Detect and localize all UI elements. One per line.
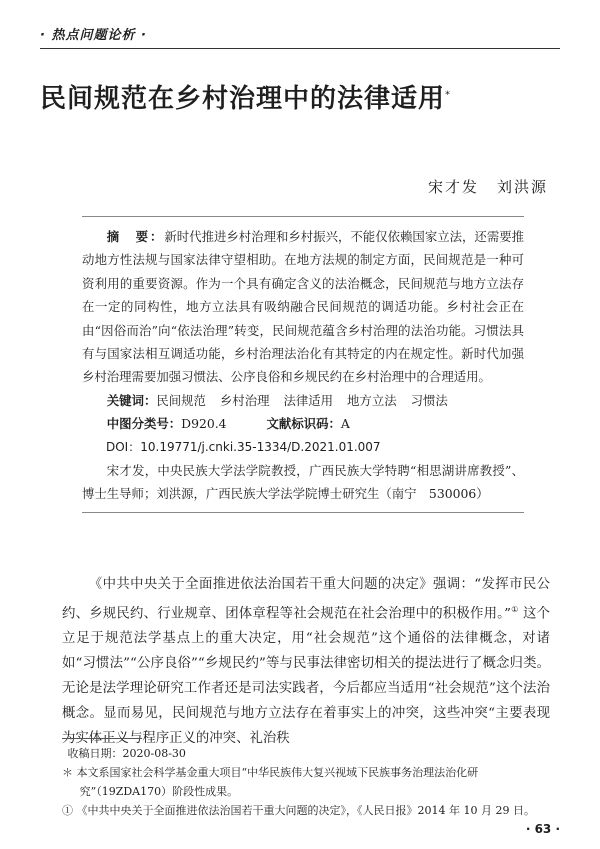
footnote-ref-1: ① <box>510 605 519 614</box>
doi-label: DOI： <box>106 439 141 454</box>
article-title-text: 民间规范在乡村治理中的法律适用 <box>40 84 446 114</box>
authors <box>428 176 548 197</box>
abstract-text: 新时代推进乡村治理和乡村振兴，不能仅依赖国家立法，还需要推动地方性法规与国家法律守望相助。在地方法规的制定方面，民间规范是一种可资利用的重要资源。作为一个具有确定含义的法治概念，民间规范与地方立法存在一定的同构性，地方立法具有吸纳融合民间规范的调适功能。乡村社会正在由“因俗而治”向“依法治理”转变，民间规范蕴含乡村治理的法治功能。习惯法具有与国家法相互调适功能，乡村治理法治化有其特定的内在规定性。新时代加强乡村治理需要加强习惯法、公序良俗和乡规民约在乡村治理中的合理适用。 <box>82 229 525 385</box>
classification-row <box>82 412 524 435</box>
keyword-2: 乡村治理 <box>219 392 270 408</box>
keyword-4: 地方立法 <box>347 392 397 408</box>
abstract-label: 摘 要： <box>106 229 165 244</box>
title-footnote-mark: * <box>445 89 452 101</box>
author-2: 刘洪源 <box>496 178 548 196</box>
header-rule <box>40 48 560 49</box>
keywords-label: 关键词： <box>106 392 157 408</box>
keyword-1: 民间规范 <box>156 392 206 408</box>
body-text-1: 《中共中央关于全面推进依法治国若干重大问题的决定》强调：“发挥市民公约、乡规民约、行业规章、团体章程等社会规范在社会治理中的积极作用。” <box>62 577 550 622</box>
abstract <box>82 225 524 389</box>
keyword-5: 习惯法 <box>410 392 448 408</box>
author-info: 宋才发，中央民族大学法学院教授，广西民族大学特聘“相思湖讲席教授”、博士生导师；刘洪源，广西民族大学法学院博士研究生（南宁 530006） <box>82 463 524 502</box>
body-text-2: 这个立足于规范法学基点上的重大决定，用“社会规范”这个通俗的法律概念，对诸如“习惯法”“公序良俗”“乡规民约”等与民事法律密切相关的提法进行了概念归类。无论是法学理论研究工作者还是司法实践者，今后都应当适用“社会规范”这个法治概念。显而易见，民间规范与地方立法存在着事实上的冲突，这些冲突“主要表现为实体正义与程序正义的冲突、礼治秩 <box>62 606 550 747</box>
section-tag: · 热点问题论析 · <box>40 28 147 43</box>
doi-value: 10.19771/j.cnki.35-1334/D.2021.01.007 <box>140 439 381 454</box>
author-1: 宋才发 <box>427 178 479 196</box>
article-title <box>40 78 560 115</box>
keywords-row <box>82 389 524 412</box>
footnotes <box>62 744 552 820</box>
doi-row <box>82 436 524 459</box>
footnote-1: ① 《中共中央关于全面推进依法治国若干重大问题的决定》，《人民日报》2014 年 10 月 29 日。 <box>62 804 535 817</box>
keyword-3: 法律适用 <box>283 392 334 408</box>
clc-value: D920.4 <box>181 416 227 432</box>
doc-code-value: A <box>340 416 350 432</box>
body-paragraph <box>62 572 550 751</box>
funding-note: ＊ 本文系国家社会科学基金重大项目“中华民族伟大复兴视域下民族事务治理法治化研究”（19ZDA170）阶段性成果。 <box>62 766 479 798</box>
clc-label: 中图分类号： <box>106 416 182 432</box>
page-number: · 63 · <box>525 822 560 836</box>
received-date: 收稿日期：2020-08-30 <box>67 747 186 760</box>
abstract-box <box>82 216 524 513</box>
doc-code-label: 文献标识码： <box>266 416 341 432</box>
footnote-rule <box>62 738 142 739</box>
